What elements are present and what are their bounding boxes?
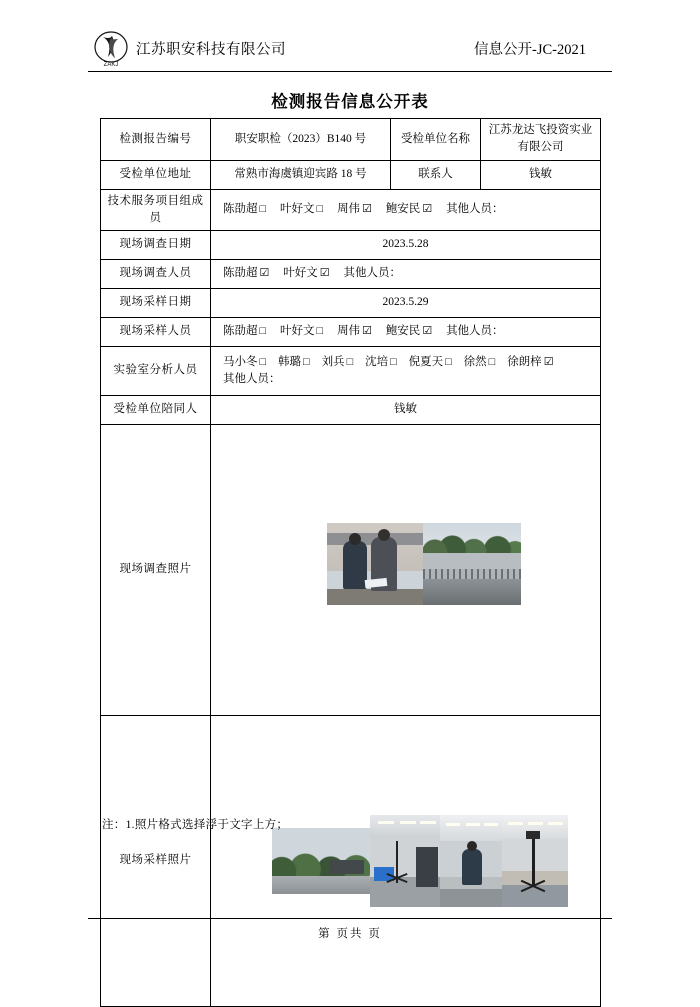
person-entry bbox=[365, 354, 398, 371]
lab-staff-other-label: 其他人员： bbox=[223, 373, 281, 385]
document-header bbox=[88, 26, 612, 72]
table-row bbox=[101, 425, 601, 716]
person-name: 陈劭超 bbox=[223, 325, 258, 338]
checkbox-lab-1[interactable]: □ bbox=[303, 355, 310, 368]
lab-staff-label: 实验室分析人员 bbox=[101, 347, 211, 396]
client-name-label: 受检单位名称 bbox=[391, 119, 481, 161]
person-entry bbox=[280, 323, 324, 340]
survey-photo-group bbox=[211, 425, 600, 715]
checkbox-lab-6[interactable]: ☑ bbox=[543, 355, 554, 368]
person-entry bbox=[337, 323, 373, 340]
table-row bbox=[101, 716, 601, 1007]
table-row bbox=[101, 119, 601, 161]
report-no-label: 检测报告编号 bbox=[101, 119, 211, 161]
survey-date-value: 2023.5.28 bbox=[211, 231, 601, 260]
person-name: 马小冬 bbox=[223, 355, 258, 368]
survey-staff-label: 现场调查人员 bbox=[101, 260, 211, 289]
checkbox-sampling-2[interactable]: ☑ bbox=[362, 325, 372, 338]
person-entry bbox=[278, 354, 311, 371]
sampling-staff-label: 现场采样人员 bbox=[101, 318, 211, 347]
tech-team-other-label: 其他人员： bbox=[446, 203, 504, 216]
checkbox-lab-0[interactable]: □ bbox=[259, 355, 267, 368]
person-entry bbox=[507, 354, 554, 371]
lab-staff-line-1 bbox=[223, 354, 596, 371]
contact-label: 联系人 bbox=[391, 160, 481, 189]
checkbox-survey-0[interactable]: ☑ bbox=[259, 267, 270, 280]
company-logo-icon bbox=[88, 29, 134, 69]
footer-divider bbox=[88, 918, 612, 919]
sampling-photos-label: 现场采样照片 bbox=[101, 716, 211, 1007]
sampling-date-value: 2023.5.29 bbox=[211, 289, 601, 318]
document-code: 信息公开-JC-2021 bbox=[474, 42, 586, 58]
checkbox-tech-3[interactable]: ☑ bbox=[422, 203, 433, 216]
sampling-staff-value bbox=[211, 318, 601, 347]
person-entry bbox=[223, 323, 267, 340]
client-addr-value: 常熟市海虞镇迎宾路 18 号 bbox=[211, 160, 391, 189]
table-row bbox=[101, 260, 601, 289]
checkbox-survey-1[interactable]: ☑ bbox=[319, 267, 330, 280]
checkbox-tech-0[interactable]: □ bbox=[259, 203, 267, 216]
person-name: 刘兵 bbox=[321, 355, 345, 368]
person-name: 陈劭超 bbox=[223, 203, 258, 216]
sampling-photos-cell bbox=[211, 716, 601, 1007]
table-row bbox=[101, 318, 601, 347]
person-entry bbox=[223, 265, 270, 282]
svg-text:ZAKJ: ZAKJ bbox=[103, 61, 119, 68]
sampling-photo-4 bbox=[502, 815, 568, 907]
person-name: 陈劭超 bbox=[223, 267, 258, 280]
person-name: 周伟 bbox=[337, 325, 361, 338]
lab-staff-value bbox=[211, 347, 601, 396]
checkbox-lab-3[interactable]: □ bbox=[390, 355, 397, 368]
survey-photos-cell bbox=[211, 425, 601, 716]
person-entry bbox=[223, 201, 267, 218]
checkbox-sampling-3[interactable]: ☑ bbox=[422, 325, 433, 338]
tech-team-label: 技术服务项目组成员 bbox=[101, 189, 211, 231]
checkbox-tech-2[interactable]: ☑ bbox=[362, 203, 372, 216]
report-no-value: 职安职检（2023）B140 号 bbox=[211, 119, 391, 161]
person-entry bbox=[409, 354, 453, 371]
sampling-photo-3 bbox=[440, 815, 502, 907]
survey-photos-label: 现场调查照片 bbox=[101, 425, 211, 716]
checkbox-lab-2[interactable]: □ bbox=[346, 355, 354, 368]
table-row bbox=[101, 396, 601, 425]
person-entry bbox=[223, 354, 267, 371]
person-entry bbox=[322, 354, 355, 371]
escort-value: 钱敏 bbox=[211, 396, 601, 425]
checkbox-sampling-0[interactable]: □ bbox=[259, 325, 267, 338]
person-name: 沈培 bbox=[365, 355, 389, 368]
table-note: 注：1.照片格式选择浮于文字上方； bbox=[102, 819, 289, 831]
checkbox-lab-5[interactable]: □ bbox=[488, 355, 496, 368]
person-entry bbox=[386, 201, 433, 218]
person-name: 叶好文 bbox=[280, 203, 315, 216]
table-row bbox=[101, 289, 601, 318]
person-entry bbox=[280, 201, 324, 218]
checkbox-lab-4[interactable]: □ bbox=[445, 355, 452, 368]
contact-value: 钱敏 bbox=[481, 160, 601, 189]
page-title: 检测报告信息公开表 bbox=[271, 92, 429, 111]
sampling-staff-other-label: 其他人员： bbox=[446, 325, 504, 338]
client-name-value: 江苏龙达飞投资实业有限公司 bbox=[481, 119, 601, 161]
survey-date-label: 现场调查日期 bbox=[101, 231, 211, 260]
tech-team-value bbox=[211, 189, 601, 231]
table-row bbox=[101, 231, 601, 260]
person-name: 韩璐 bbox=[278, 355, 302, 368]
escort-label: 受检单位陪同人 bbox=[101, 396, 211, 425]
person-entry bbox=[386, 323, 433, 340]
person-name: 倪夏天 bbox=[408, 355, 444, 368]
survey-photo-1 bbox=[327, 523, 423, 605]
person-name: 徐然 bbox=[463, 355, 487, 368]
person-entry bbox=[464, 354, 497, 371]
sampling-photo-2 bbox=[370, 815, 440, 907]
survey-staff-value bbox=[211, 260, 601, 289]
person-entry bbox=[337, 201, 373, 218]
person-entry bbox=[283, 265, 330, 282]
checkbox-sampling-1[interactable]: □ bbox=[316, 325, 324, 338]
person-name: 叶好文 bbox=[283, 267, 318, 280]
sampling-photo-group bbox=[211, 716, 600, 1006]
survey-staff-other-label: 其他人员： bbox=[343, 267, 401, 280]
person-name: 徐朗梓 bbox=[507, 355, 542, 368]
table-row bbox=[101, 347, 601, 396]
table-row bbox=[101, 160, 601, 189]
person-name: 叶好文 bbox=[280, 325, 315, 338]
checkbox-tech-1[interactable]: □ bbox=[316, 203, 324, 216]
person-name: 鲍安民 bbox=[385, 203, 421, 216]
company-name: 江苏职安科技有限公司 bbox=[136, 42, 286, 58]
client-addr-label: 受检单位地址 bbox=[101, 160, 211, 189]
person-name: 周伟 bbox=[337, 203, 361, 216]
table-row bbox=[101, 189, 601, 231]
report-info-table bbox=[100, 118, 601, 1007]
sampling-photo-1 bbox=[272, 828, 370, 894]
sampling-date-label: 现场采样日期 bbox=[101, 289, 211, 318]
footer-page-number: 第 页共 页 bbox=[318, 928, 382, 940]
person-name: 鲍安民 bbox=[385, 325, 421, 338]
survey-photo-2 bbox=[423, 523, 521, 605]
